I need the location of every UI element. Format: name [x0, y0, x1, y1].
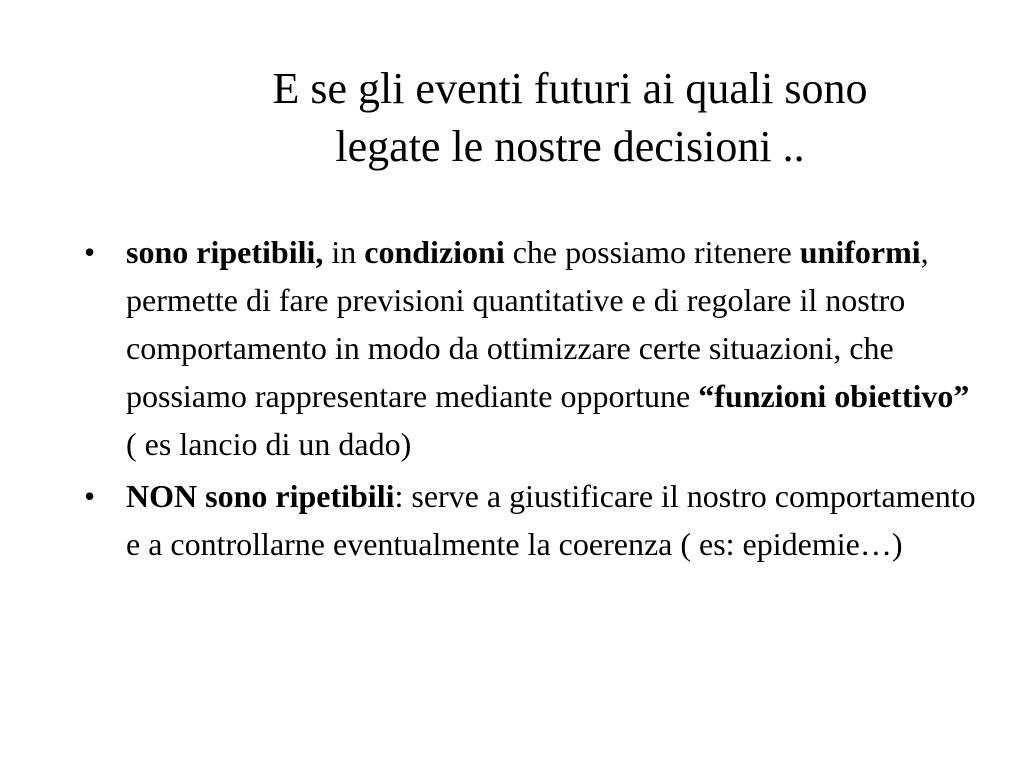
bullet-text-bold: condizioni: [364, 234, 505, 270]
bullet-text-bold: “funzioni obiettivo”: [698, 378, 970, 414]
bullet-text-plain: in: [323, 234, 365, 270]
bullet-list: [84, 228, 984, 572]
bullet-text-plain: : serve a giustificare il nostro comportamento e a controllarne eventualmente la coerenza ( es: epidemie…): [126, 478, 976, 562]
bullet-text-plain: ( es lancio di un dado): [126, 426, 412, 462]
slide-title-line-2: legate le nostre decisioni ..: [335, 122, 805, 171]
bullet-text-bold: sono ripetibili,: [126, 234, 324, 270]
bullet-text: [126, 234, 969, 462]
bullet-text-bold: NON sono ripetibili: [126, 478, 395, 514]
bullet-item-ripetibili: [84, 228, 984, 468]
bullet-text-plain: , permette di fare previsioni quantitative e di regolare il nostro comportamento in modo da ottimizzare certe situazioni, che possiamo rappresentare mediante opportune: [126, 234, 929, 414]
bullet-text-bold: uniformi: [799, 234, 921, 270]
bullet-marker: •: [84, 478, 96, 514]
bullet-text-plain: che possiamo ritenere: [504, 234, 800, 270]
bullet-marker: •: [84, 234, 96, 270]
bullet-item-non-ripetibili: [84, 472, 984, 568]
bullet-text: [126, 478, 976, 562]
slide-title-line-1: E se gli eventi futuri ai quali sono: [272, 64, 868, 113]
slide-title: [200, 60, 940, 176]
